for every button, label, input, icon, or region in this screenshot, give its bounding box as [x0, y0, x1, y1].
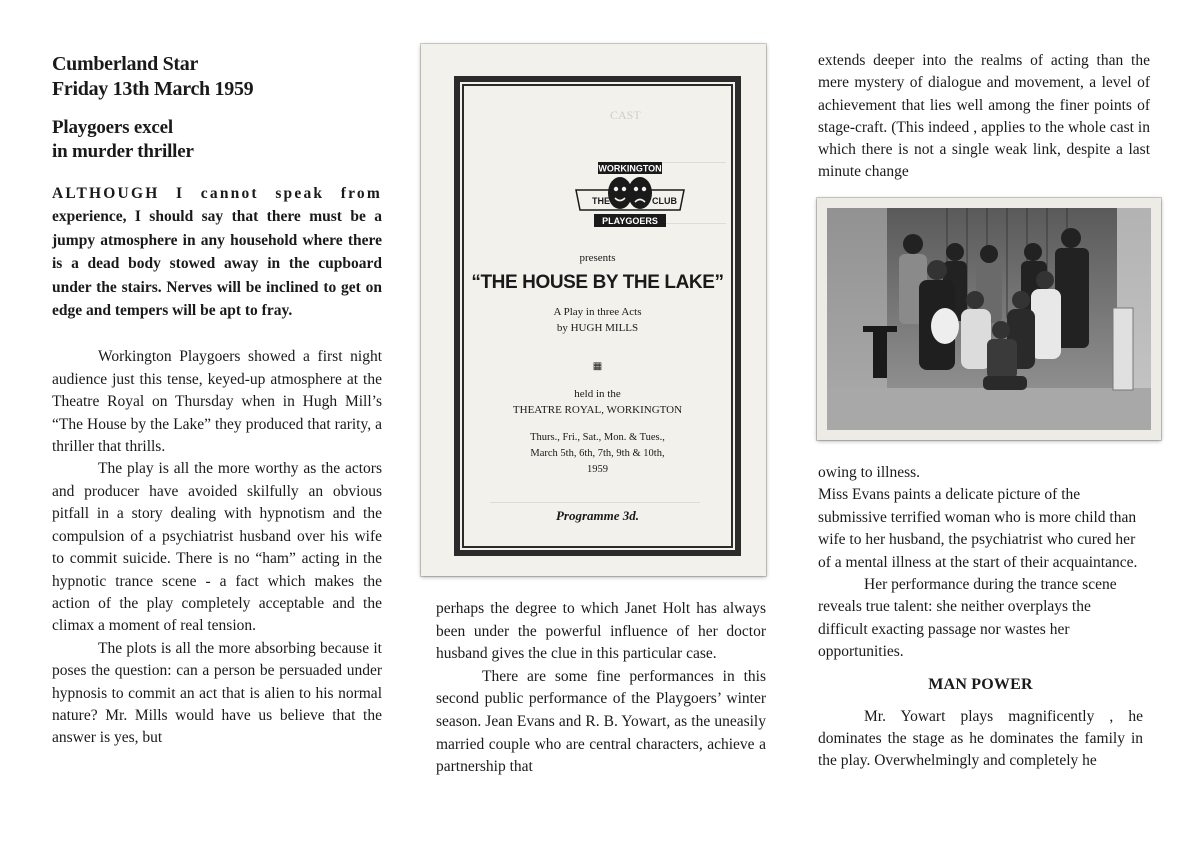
cast-photograph — [817, 198, 1161, 440]
programme-presents: presents — [579, 252, 616, 264]
left-column — [52, 52, 382, 750]
body-paragraph: Mr. Yowart plays magnificently , he dominates the stage as he dominates the family in the play. Overwhelmingly and completely he — [818, 707, 1143, 770]
right-column-top — [818, 50, 1150, 184]
svg-text:WORKINGTON: WORKINGTON — [598, 163, 662, 174]
playgoers-club-logo — [570, 160, 690, 232]
programme-author: by HUGH MILLS — [556, 322, 639, 334]
body-paragraph: perhaps the degree to which Janet Holt has always been under the powerful influence of her doctor husband gives the clue in this particular case. — [436, 600, 766, 663]
subheading: MAN POWER — [928, 675, 1033, 693]
right-column-bottom — [818, 462, 1143, 773]
programme-dates-march: March 5th, 6th, 7th, 9th & 10th, — [530, 448, 665, 459]
programme-theatre: THEATRE ROYAL, WORKINGTON — [512, 404, 683, 416]
headline-line-1: Playgoers excel — [52, 117, 173, 138]
body-paragraph: extends deeper into the realms of acting than the mere mystery of dialogue and movement, a level of achievement that lies well among the finer points of stage-craft. (This indeed , applies to the whole cast in which there is not a single weak link, despite a last minute change — [818, 52, 1150, 181]
programme-subtitle: A Play in three Acts — [553, 306, 642, 318]
svg-text:CLUB: CLUB — [652, 196, 677, 206]
body-paragraph: Workington Playgoers showed a first night audience just this tense, keyed-up atmosphere at the Theatre Royal on Thursday when in Hugh Mill’s “The House by the Lake” they produced that rarity, a thriller that thrills. — [52, 348, 382, 456]
headline — [52, 116, 382, 164]
body-paragraph: owing to illness. — [818, 464, 921, 481]
lede-paragraph — [52, 182, 382, 322]
svg-text:PLAYGOERS: PLAYGOERS — [602, 216, 658, 226]
programme-year: 1959 — [587, 464, 608, 475]
programme-dates-days: Thurs., Fri., Sat., Mon. & Tues., — [530, 432, 665, 443]
newspaper-name: Cumberland Star — [52, 53, 199, 75]
body-paragraph: There are some fine performances in this second public performance of the Playgoers’ winter season. Jean Evans and R. B. Yowart, as the uneasily married couple who are central characters, achieve a partnership that — [436, 667, 766, 776]
programme-border: CAST WORKINGTON THE CLUB PLAYGOERS presents “THE HOUSE BY THE LAKE” A Play in three Acts by HUGH MILLS ▦ held in the THEATRE ROYAL, WORKINGTON Thurs., Fri., Sat., Mon. & Tues., March 5th, 6th, 7th, 9th & 10th, 1959 Programme 3d. — [454, 76, 741, 556]
lede-opening: ALTHOUGH I cannot speak from — [52, 185, 382, 202]
body-paragraph: The play is all the more worthy as the actors and producer have avoided skilfully an obvious pitfall in a story dealing with hypnotism and the compulsion of a psychiatrist husband over his wife to commit suicide. There is no “ham” acting in the hypnotic trance scene - a fact which makes the action of the play completely acceptable and the climax a moment of real tension. — [52, 460, 382, 635]
lede-body: experience, I should say that there must be a jumpy atmosphere in any household where there is a dead body stowed away in the cupboard under the stairs. Nerves will be inclined to get on edge and tempers will be apt to fray. — [52, 208, 382, 320]
headline-line-2: in murder thriller — [52, 141, 194, 162]
middle-column — [436, 598, 766, 779]
programme-held: held in the — [574, 388, 621, 400]
body-paragraph: Her performance during the trance scene reveals true talent: she neither overplays the difficult exacting passage nor wastes her opportunities. — [818, 576, 1117, 661]
programme-title: “THE HOUSE BY THE LAKE” — [471, 272, 724, 293]
ornament-icon: ▦ — [592, 361, 603, 372]
cast-photo-image — [827, 208, 1151, 430]
programme-image — [421, 44, 766, 576]
body-paragraph: The plots is all the more absorbing because it poses the question: can a person be persuaded under hypnosis to commit an act that is alien to his normal nature? Mr. Mills would have us believe that the answer is yes, but — [52, 639, 382, 747]
programme-price: Programme 3d. — [555, 508, 640, 523]
newspaper-date: Friday 13th March 1959 — [52, 78, 254, 100]
svg-text:THE: THE — [592, 196, 610, 206]
body-paragraph: Miss Evans paints a delicate picture of the submissive terrified woman who is more child than wife to her husband, the psychiatrist who cured her of a mental illness at the start of their acquaintance. — [818, 486, 1138, 571]
